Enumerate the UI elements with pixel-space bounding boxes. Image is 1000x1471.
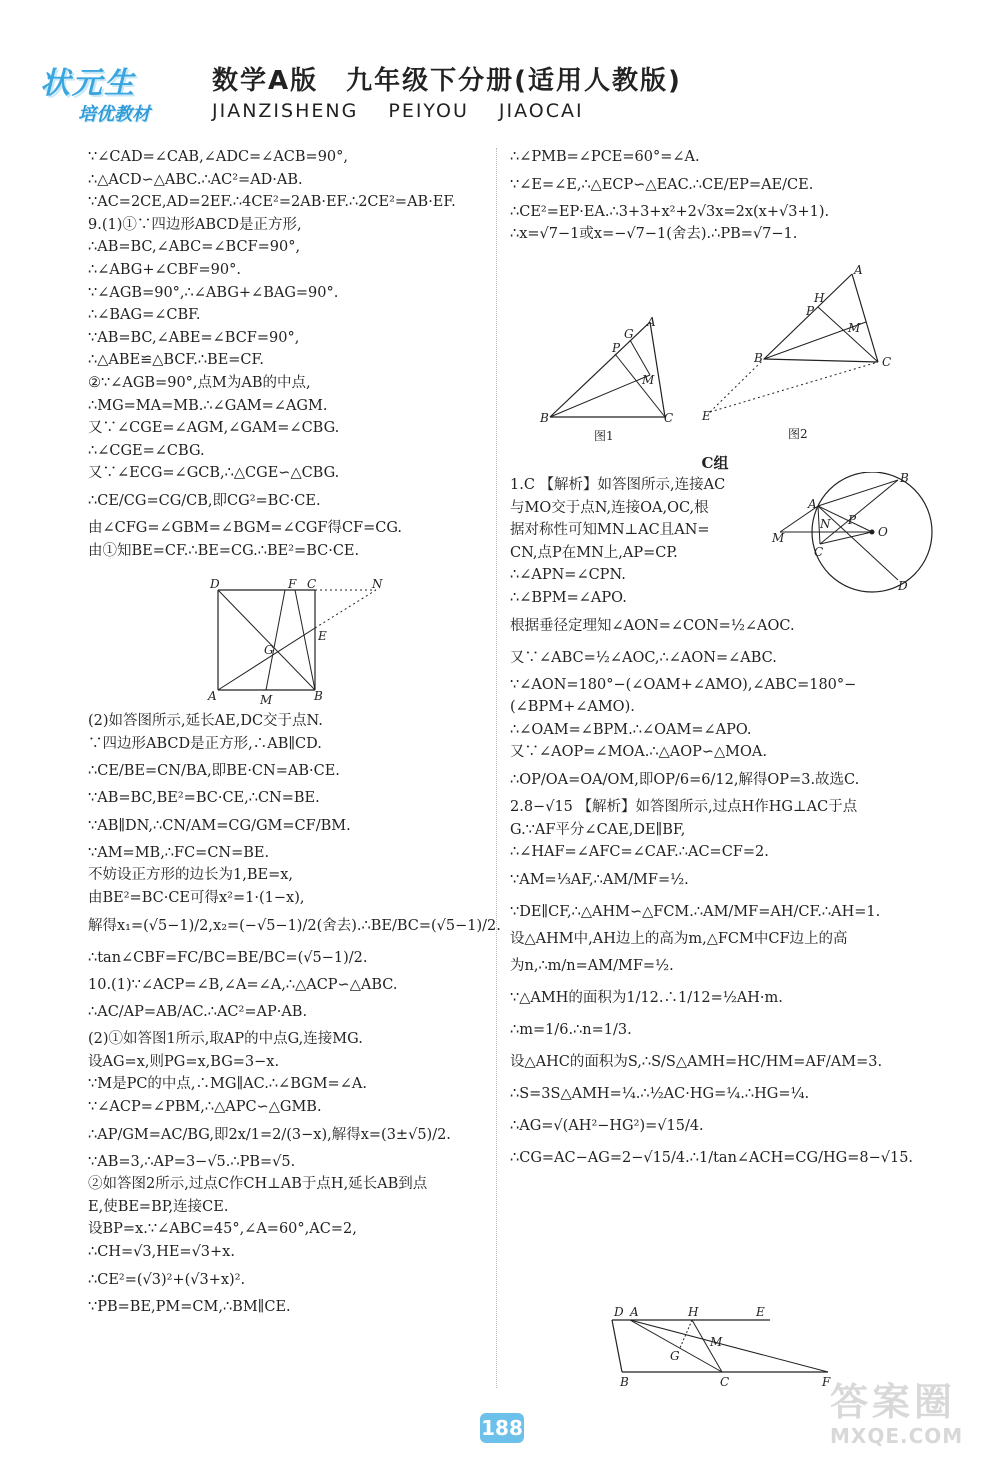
point-label-n: N (372, 578, 383, 591)
fig2-label-m: M (848, 321, 861, 335)
fig2-label-a: A (854, 263, 863, 277)
text-line: 2.8−√15 【解析】如答图所示,过点H作HG⊥AC于点 (510, 798, 858, 815)
text-line: ∵AB=3,∴AP=3−√5.∴PB=√5. (88, 1153, 296, 1170)
text-line: ∴CG=AC−AG=2−√15/4.∴1/tan∠ACH=CG/HG=8−√15. (510, 1150, 914, 1167)
text-line: 解得x₁=(√5−1)/2,x₂=(−√5−1)/2(舍去).∴BE/BC=(√5−1)/2. (88, 917, 501, 934)
text-line: 设BP=x.∵∠ABC=45°,∠A=60°,AC=2, (88, 1221, 357, 1238)
section-heading: C组 (701, 454, 729, 472)
bottom-label-d: D (614, 1305, 624, 1319)
text-line: CN,点P在MN上,AP=CP. (510, 544, 678, 561)
fig2-label-e: E (702, 409, 711, 423)
text-line: ∵∠CAD=∠CAB,∠ADC=∠ACB=90°, (88, 149, 349, 165)
circle-label-n: N (820, 517, 831, 531)
text-line: ∴CH=√3,HE=√3+x. (88, 1243, 235, 1260)
right-column-bottom (510, 474, 970, 1174)
fig1-label-g: G (624, 327, 634, 341)
text-line: ②∵∠AGB=90°,点M为AB的中点, (88, 374, 311, 391)
brand-logo (40, 58, 190, 128)
text-line: ∵AM=MB,∴FC=CN=BE. (88, 844, 270, 861)
circle-label-b: B (900, 472, 909, 485)
text-line: ∵AB∥DN,∴CN/AM=CG/GM=CF/BM. (88, 817, 351, 834)
parallel-lines-diagram (600, 1300, 845, 1390)
text-line: ②如答图2所示,过点C作CH⊥AB于点H,延长AB到点 (88, 1176, 428, 1193)
fig1-label-c: C (664, 411, 674, 425)
fig2-caption: 图2 (788, 427, 808, 441)
point-label-d: D (210, 578, 220, 591)
fig1-label-b: B (540, 411, 549, 425)
page-subtitle: JIANZISHENG PEIYOU JIAOCAI (212, 100, 584, 122)
text-line: ∵△AMH的面积为1/12.∴1/12=½AH·m. (510, 990, 783, 1007)
text-line: ∴CE/CG=CG/CB,即CG²=BC·CE. (88, 492, 321, 509)
point-label-b: B (314, 689, 323, 703)
text-line: ∴∠BPM=∠APO. (510, 589, 627, 606)
bottom-label-g: G (670, 1349, 680, 1363)
circle-label-c: C (814, 545, 824, 559)
text-line: ∴AP/GM=AC/BG,即2x/1=2/(3−x),解得x=(3±√5)/2. (88, 1126, 451, 1143)
square-diagram (200, 578, 390, 708)
bottom-label-m: M (710, 1335, 723, 1349)
text-line: ∴∠OAM=∠BPM.∴∠OAM=∠APO. (510, 721, 752, 738)
bottom-label-a: A (630, 1305, 639, 1319)
text-line: ∵∠AGB=90°,∴∠ABG+∠BAG=90°. (88, 284, 339, 301)
text-line: ∵∠E=∠E,∴△ECP∽△EAC.∴CE/EP=AE/CE. (510, 176, 814, 193)
point-label-f: F (288, 578, 297, 591)
text-line: ∴OP/OA=OA/OM,即OP/6=6/12,解得OP=3.故选C. (510, 771, 860, 788)
text-line: ∴CE²=(√3)²+(√3+x)². (88, 1271, 246, 1288)
text-line: ∵PB=BE,PM=CM,∴BM∥CE. (88, 1298, 291, 1315)
text-line: E,使BE=BP,连接CE. (88, 1198, 229, 1215)
text-line: 1.C 【解析】如答图所示,连接AC (510, 477, 726, 493)
text-line: (∠BPM+∠AMO). (510, 699, 635, 716)
text-line: ∴△ABE≌△BCF.∴BE=CF. (88, 352, 264, 369)
bottom-label-e: E (756, 1305, 765, 1319)
text-line: ∴CE²=EP·EA.∴3+3+x²+2√3x=2x(x+√3+1). (510, 203, 830, 220)
point-label-g: G (264, 643, 274, 657)
fig1-label-a: A (647, 315, 656, 329)
text-line: 设AG=x,则PG=x,BG=3−x. (88, 1053, 280, 1070)
logo-main-text: 状元生 (40, 66, 136, 101)
text-line: ∵AM=⅓AF,∴AM/MF=½. (510, 871, 689, 888)
page-number: 188 (480, 1413, 524, 1443)
left-column-top (88, 146, 488, 562)
text-line: 又∵∠ABC=½∠AOC,∴∠AON=∠ABC. (510, 649, 777, 666)
logo-sub-text: 培优教材 (78, 104, 150, 125)
text-line: ∴∠PMB=∠PCE=60°=∠A. (510, 149, 700, 165)
text-line: 由BE²=BC·CE可得x²=1·(1−x), (88, 889, 305, 906)
watermark-main: 答案圈 (830, 1380, 957, 1424)
watermark-sub: MXQE.COM (830, 1424, 964, 1448)
bottom-label-f: F (822, 1375, 831, 1389)
text-line: 与MO交于点N,连接OA,OC,根 (510, 499, 709, 516)
right-column-top (510, 146, 970, 246)
watermark (830, 1380, 990, 1462)
bottom-label-h: H (688, 1305, 699, 1319)
text-line: (2)如答图所示,延长AE,DC交于点N. (88, 713, 323, 729)
text-line: 设△AHM中,AH边上的高为m,△FCM中CF边上的高 (510, 930, 848, 947)
figures-1-2 (530, 262, 910, 447)
fig2-label-p: P (806, 304, 815, 318)
point-label-e: E (318, 629, 327, 643)
text-line: ∴∠CGE=∠CBG. (88, 442, 205, 459)
text-line: ∴S=3S△AMH=¼.∴½AC·HG=¼.∴HG=¼. (510, 1086, 810, 1103)
point-label-a: A (208, 689, 217, 703)
left-column-bottom (88, 710, 501, 1318)
fig1-caption: 图1 (594, 429, 614, 443)
text-line: (2)①如答图1所示,取AP的中点G,连接MG. (88, 1031, 363, 1048)
text-line: ∵AB=BC,∠ABE=∠BCF=90°, (88, 329, 300, 346)
text-line: 由∠CFG=∠GBM=∠BGM=∠CGF得CF=CG. (88, 519, 403, 536)
fig2-label-h: H (814, 291, 825, 305)
text-line: ∴∠ABG+∠CBF=90°. (88, 261, 241, 278)
fig2-label-c: C (882, 355, 892, 369)
text-line: ∵∠AON=180°−(∠OAM+∠AMO),∠ABC=180°− (510, 676, 857, 693)
text-line: ∴x=√7−1或x=−√7−1(舍去).∴PB=√7−1. (510, 226, 798, 243)
text-line: ∵AC=2CE,AD=2EF.∴4CE²=2AB·EF.∴2CE²=AB·EF. (88, 194, 456, 211)
text-line: ∴AC/AP=AB/AC.∴AC²=AP·AB. (88, 1004, 308, 1021)
circle-label-m: M (772, 531, 785, 545)
text-line: 又∵∠ECG=∠GCB,∴△CGE∽△CBG. (88, 465, 340, 482)
text-line: ∵AB=BC,BE²=BC·CE,∴CN=BE. (88, 790, 320, 807)
point-label-c: C (307, 578, 317, 591)
text-line: ∴tan∠CBF=FC/BC=BE/BC=(√5−1)/2. (88, 949, 368, 966)
text-line: 根据垂径定理知∠AON=∠CON=½∠AOC. (510, 617, 795, 634)
text-line: 为n,∴m/n=AM/MF=½. (510, 958, 674, 975)
fig1-label-m: M (642, 373, 655, 387)
text-line: ∵DE∥CF,∴△AHM∽△FCM.∴AM/MF=AH/CF.∴AH=1. (510, 903, 881, 920)
circle-label-d: D (898, 579, 908, 593)
text-line: 又∵∠CGE=∠AGM,∠GAM=∠CBG. (88, 420, 340, 437)
circle-label-a: A (808, 497, 817, 511)
text-line: 9.(1)①∵四边形ABCD是正方形, (88, 216, 302, 233)
fig1-label-p: P (612, 341, 621, 355)
text-line: ∴AG=√(AH²−HG²)=√15/4. (510, 1118, 704, 1135)
text-line: G.∵AF平分∠CAE,DE∥BF, (510, 821, 686, 838)
text-line: ∴m=1/6.∴n=1/3. (510, 1022, 632, 1039)
text-line: ∴∠HAF=∠AFC=∠CAF.∴AC=CF=2. (510, 844, 769, 861)
bottom-label-c: C (720, 1375, 730, 1389)
point-label-m: M (260, 693, 273, 707)
text-line: ∴△ACD∽△ABC.∴AC²=AD·AB. (88, 171, 303, 188)
text-line: 设△AHC的面积为S,∴S/S△AMH=HC/HM=AF/AM=3. (510, 1054, 883, 1071)
text-line: ∴CE/BE=CN/BA,即BE·CN=AB·CE. (88, 763, 340, 780)
text-line: ∵M是PC的中点,∴MG∥AC.∴∠BGM=∠A. (88, 1076, 367, 1093)
text-line: 由①知BE=CF.∴BE=CG.∴BE²=BC·CE. (88, 542, 360, 559)
text-line: ∴AB=BC,∠ABC=∠BCF=90°, (88, 239, 301, 256)
text-line: ∴∠BAG=∠CBF. (88, 307, 201, 324)
text-line: 不妨设正方形的边长为1,BE=x, (88, 867, 294, 884)
fig2-label-b: B (754, 351, 763, 365)
text-line: ∵∠ACP=∠PBM,∴△APC∽△GMB. (88, 1098, 322, 1115)
text-line: 据对称性可知MN⊥AC且AN= (510, 522, 710, 539)
page-title: 数学A版 九年级下分册(适用人教版) (212, 66, 682, 96)
circle-label-o: O (878, 525, 888, 539)
text-line: 又∵∠AOP=∠MOA.∴△AOP∽△MOA. (510, 744, 767, 761)
text-line: 10.(1)∵∠ACP=∠B,∠A=∠A,∴△ACP∽△ABC. (88, 976, 398, 993)
circle-label-p: P (848, 513, 857, 527)
bottom-label-b: B (620, 1375, 629, 1389)
text-line: ∴MG=MA=MB.∴∠GAM=∠AGM. (88, 397, 328, 414)
text-line: ∵四边形ABCD是正方形,∴AB∥CD. (88, 735, 322, 752)
text-line: ∴∠APN=∠CPN. (510, 567, 626, 584)
